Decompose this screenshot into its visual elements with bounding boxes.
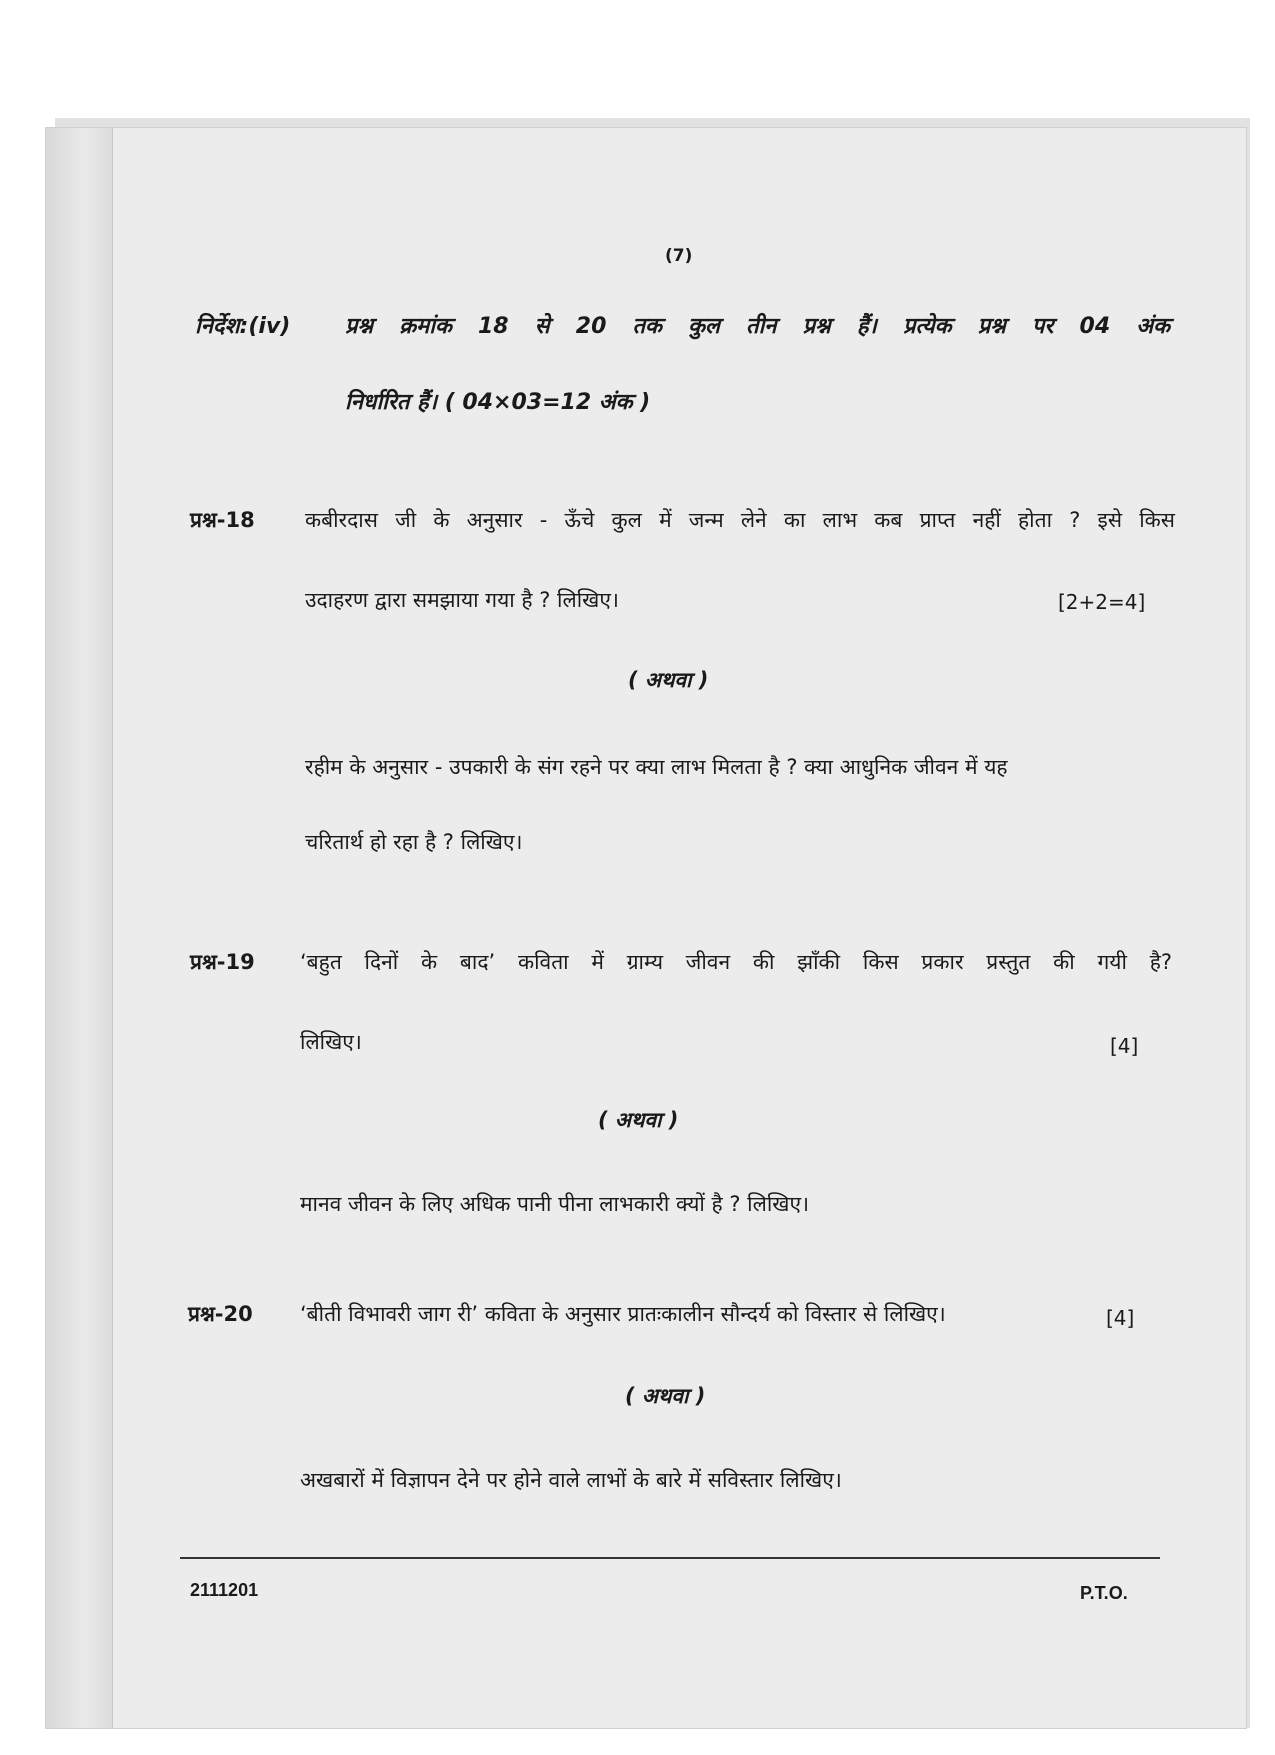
question-18-alt-line-2: चरितार्थ हो रहा है ? लिखिए। bbox=[305, 830, 523, 854]
question-19-label: प्रश्न-19 bbox=[190, 950, 255, 974]
question-18-marks: [2+2=4] bbox=[1058, 590, 1146, 614]
question-19-alt-line-1: मानव जीवन के लिए अधिक पानी पीना लाभकारी क्यों है ? लिखिए। bbox=[300, 1192, 810, 1216]
pto-label: P.T.O. bbox=[1080, 1583, 1128, 1603]
footer-divider bbox=[180, 1557, 1160, 1559]
question-19-or: ( अथवा ) bbox=[598, 1108, 679, 1132]
question-18-or: ( अथवा ) bbox=[628, 668, 709, 692]
question-18-alt-line-1: रहीम के अनुसार - उपकारी के संग रहने पर क्या लाभ मिलता है ? क्या आधुनिक जीवन में यह bbox=[305, 755, 1008, 779]
question-19-line-2: लिखिए। bbox=[300, 1030, 362, 1054]
question-20-or: ( अथवा ) bbox=[625, 1384, 706, 1408]
instruction-line-2: निर्धारित हैं। ( 04×03=12 अंक ) bbox=[345, 390, 651, 415]
question-18-label: प्रश्न-18 bbox=[190, 508, 255, 532]
page-number: (7) bbox=[665, 246, 693, 266]
question-20-label: प्रश्न-20 bbox=[188, 1302, 253, 1326]
question-19-marks: [4] bbox=[1110, 1034, 1139, 1058]
question-18-line-1: कबीरदास जी के अनुसार - ऊँचे कुल में जन्म लेने का लाभ कब प्राप्त नहीं होता ? इसे किस bbox=[305, 508, 1175, 532]
question-20-alt-line-1: अखबारों में विज्ञापन देने पर होने वाले लाभों के बारे में सविस्तार लिखिए। bbox=[300, 1468, 842, 1492]
page-binding-edge bbox=[46, 128, 113, 1728]
question-20-marks: [4] bbox=[1106, 1306, 1135, 1330]
question-18-line-2: उदाहरण द्वारा समझाया गया है ? लिखिए। bbox=[305, 588, 619, 612]
paper-code: 2111201 bbox=[190, 1580, 259, 1600]
instruction-label: निर्देश:(iv) bbox=[195, 314, 291, 339]
instruction-line-1: प्रश्न क्रमांक 18 से 20 तक कुल तीन प्रश्न हैं। प्रत्येक प्रश्न पर 04 अंक bbox=[345, 314, 1170, 339]
question-19-line-1: ‘बहुत दिनों के बाद’ कविता में ग्राम्य जीवन की झाँकी किस प्रकार प्रस्तुत की गयी है? bbox=[300, 950, 1172, 974]
question-20-line-1: ‘बीती विभावरी जाग री’ कविता के अनुसार प्रातःकालीन सौन्दर्य को विस्तार से लिखिए। bbox=[300, 1302, 946, 1326]
